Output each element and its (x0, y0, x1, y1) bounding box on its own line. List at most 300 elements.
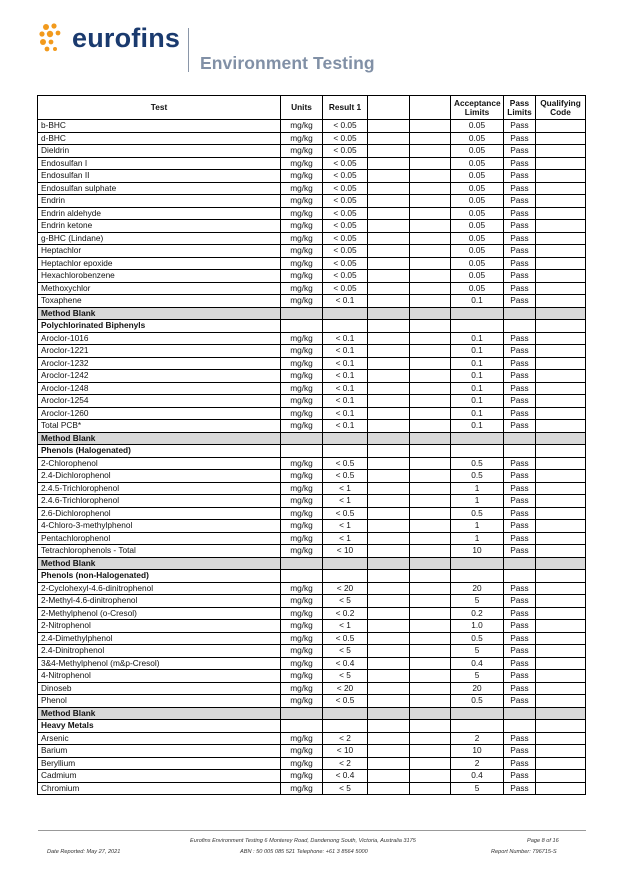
footer-date-reported: Date Reported: May 27, 2021 (47, 849, 121, 855)
qualifying-code-cell (536, 357, 586, 370)
empty-cell (536, 707, 586, 720)
qualifying-code-cell (536, 757, 586, 770)
footer-abn: ABN : 50 005 085 521 Telephone: +61 3 8564 5000 (240, 849, 368, 855)
result-cell: < 0.4 (323, 770, 368, 783)
pass-limit-cell: Pass (504, 370, 536, 383)
units-cell: mg/kg (281, 632, 323, 645)
units-cell: mg/kg (281, 745, 323, 758)
units-cell: mg/kg (281, 407, 323, 420)
pass-limit-cell: Pass (504, 507, 536, 520)
subsection-label: Phenols (Halogenated) (38, 445, 281, 458)
units-cell: mg/kg (281, 507, 323, 520)
col-qualifying-header: Qualifying Code (536, 96, 586, 120)
empty-cell (323, 432, 368, 445)
acceptance-limit-cell: 0.1 (451, 420, 504, 433)
units-cell: mg/kg (281, 382, 323, 395)
result-cell: < 0.2 (323, 607, 368, 620)
subsection-row (38, 320, 586, 333)
acceptance-limit-cell: 10 (451, 745, 504, 758)
pass-limit-cell: Pass (504, 757, 536, 770)
table-row (38, 782, 586, 795)
empty-cell (410, 420, 451, 433)
result-cell: < 0.05 (323, 182, 368, 195)
qualifying-code-cell (536, 470, 586, 483)
acceptance-limit-cell: 0.1 (451, 295, 504, 308)
empty-cell (536, 570, 586, 583)
qualifying-code-cell (536, 182, 586, 195)
empty-cell (368, 257, 410, 270)
acceptance-limit-cell: 0.05 (451, 245, 504, 258)
result-cell: < 20 (323, 682, 368, 695)
empty-cell (410, 732, 451, 745)
units-cell: mg/kg (281, 220, 323, 233)
qualifying-code-cell (536, 157, 586, 170)
result-cell: < 1 (323, 620, 368, 633)
test-cell: Pentachlorophenol (38, 532, 281, 545)
test-cell: Endrin ketone (38, 220, 281, 233)
empty-cell (368, 657, 410, 670)
units-cell: mg/kg (281, 270, 323, 283)
units-cell: mg/kg (281, 470, 323, 483)
table-row (38, 457, 586, 470)
units-cell: mg/kg (281, 520, 323, 533)
col-units-header: Units (281, 96, 323, 120)
pass-limit-cell: Pass (504, 132, 536, 145)
qualifying-code-cell (536, 582, 586, 595)
empty-cell (410, 282, 451, 295)
table-header-row (38, 96, 586, 120)
section-label: Method Blank (38, 557, 281, 570)
empty-cell (410, 270, 451, 283)
empty-cell (504, 307, 536, 320)
qualifying-code-cell (536, 120, 586, 133)
empty-cell (410, 145, 451, 158)
acceptance-limit-cell: 0.5 (451, 457, 504, 470)
pass-limit-cell: Pass (504, 195, 536, 208)
acceptance-limit-cell: 2 (451, 732, 504, 745)
empty-cell (368, 595, 410, 608)
empty-cell (368, 220, 410, 233)
pass-limit-cell: Pass (504, 607, 536, 620)
pass-limit-cell: Pass (504, 382, 536, 395)
empty-cell (410, 745, 451, 758)
empty-cell (281, 445, 323, 458)
qualifying-code-cell (536, 620, 586, 633)
result-cell: < 0.05 (323, 132, 368, 145)
pass-limit-cell: Pass (504, 482, 536, 495)
empty-cell (368, 145, 410, 158)
empty-cell (368, 707, 410, 720)
result-cell: < 0.05 (323, 257, 368, 270)
result-cell: < 0.1 (323, 395, 368, 408)
acceptance-limit-cell: 20 (451, 582, 504, 595)
acceptance-limit-cell: 2 (451, 757, 504, 770)
pass-limit-cell: Pass (504, 632, 536, 645)
qualifying-code-cell (536, 645, 586, 658)
subsection-label: Heavy Metals (38, 720, 281, 733)
empty-cell (504, 570, 536, 583)
empty-cell (368, 745, 410, 758)
units-cell: mg/kg (281, 595, 323, 608)
test-cell: Tetrachlorophenols - Total (38, 545, 281, 558)
units-cell: mg/kg (281, 132, 323, 145)
result-cell: < 0.5 (323, 632, 368, 645)
units-cell: mg/kg (281, 495, 323, 508)
empty-cell (368, 782, 410, 795)
result-cell: < 2 (323, 757, 368, 770)
acceptance-limit-cell: 0.05 (451, 257, 504, 270)
qualifying-code-cell (536, 770, 586, 783)
units-cell: mg/kg (281, 332, 323, 345)
table-row (38, 620, 586, 633)
table-row (38, 520, 586, 533)
result-cell: < 0.05 (323, 220, 368, 233)
units-cell: mg/kg (281, 157, 323, 170)
qualifying-code-cell (536, 332, 586, 345)
empty-cell (368, 170, 410, 183)
empty-cell (410, 607, 451, 620)
empty-cell (368, 120, 410, 133)
empty-cell (410, 532, 451, 545)
empty-cell (368, 420, 410, 433)
result-cell: < 20 (323, 582, 368, 595)
pass-limit-cell: Pass (504, 407, 536, 420)
acceptance-limit-cell: 0.05 (451, 232, 504, 245)
empty-cell (281, 307, 323, 320)
test-cell: 2.4-Dinitrophenol (38, 645, 281, 658)
section-row (38, 432, 586, 445)
empty-cell (368, 382, 410, 395)
acceptance-limit-cell: 10 (451, 545, 504, 558)
section-row (38, 307, 586, 320)
empty-cell (368, 645, 410, 658)
units-cell: mg/kg (281, 682, 323, 695)
empty-cell (410, 620, 451, 633)
brand-name: eurofins (72, 22, 181, 53)
empty-cell (410, 657, 451, 670)
footer-address: Eurofins Environment Testing 6 Monterey Road, Dandenong South, Victoria, Australia 3175 (190, 838, 416, 844)
result-cell: < 0.05 (323, 245, 368, 258)
empty-cell (410, 595, 451, 608)
pass-limit-cell: Pass (504, 670, 536, 683)
qualifying-code-cell (536, 382, 586, 395)
empty-cell (410, 632, 451, 645)
qualifying-code-cell (536, 295, 586, 308)
test-cell: Heptachlor (38, 245, 281, 258)
test-cell: Chromium (38, 782, 281, 795)
empty-cell (410, 395, 451, 408)
empty-cell (368, 295, 410, 308)
empty-cell (410, 570, 451, 583)
pass-limit-cell: Pass (504, 695, 536, 708)
pass-limit-cell: Pass (504, 645, 536, 658)
test-cell: g-BHC (Lindane) (38, 232, 281, 245)
test-cell: 2-Nitrophenol (38, 620, 281, 633)
empty-cell (410, 445, 451, 458)
acceptance-limit-cell: 5 (451, 670, 504, 683)
table-row (38, 120, 586, 133)
empty-cell (368, 157, 410, 170)
section-row (38, 557, 586, 570)
result-cell: < 0.1 (323, 407, 368, 420)
acceptance-limit-cell: 0.4 (451, 770, 504, 783)
qualifying-code-cell (536, 270, 586, 283)
table-row (38, 670, 586, 683)
units-cell: mg/kg (281, 582, 323, 595)
test-cell: Aroclor-1221 (38, 345, 281, 358)
acceptance-limit-cell: 0.05 (451, 132, 504, 145)
test-cell: 2.6-Dichlorophenol (38, 507, 281, 520)
qualifying-code-cell (536, 732, 586, 745)
empty-cell (504, 720, 536, 733)
units-cell: mg/kg (281, 420, 323, 433)
qualifying-code-cell (536, 532, 586, 545)
result-cell: < 0.5 (323, 457, 368, 470)
test-cell: 2.4.6-Trichlorophenol (38, 495, 281, 508)
qualifying-code-cell (536, 595, 586, 608)
pass-limit-cell: Pass (504, 520, 536, 533)
empty-cell (536, 320, 586, 333)
acceptance-limit-cell: 0.05 (451, 282, 504, 295)
empty-cell (368, 445, 410, 458)
units-cell: mg/kg (281, 145, 323, 158)
empty-cell (281, 320, 323, 333)
acceptance-limit-cell: 5 (451, 645, 504, 658)
empty-cell (410, 507, 451, 520)
footer-divider (38, 830, 586, 831)
empty-cell (323, 707, 368, 720)
qualifying-code-cell (536, 457, 586, 470)
pass-limit-cell: Pass (504, 657, 536, 670)
empty-cell (410, 470, 451, 483)
table-row (38, 382, 586, 395)
col-acceptance-header: Acceptance Limits (451, 96, 504, 120)
table-row (38, 145, 586, 158)
qualifying-code-cell (536, 345, 586, 358)
result-cell: < 1 (323, 520, 368, 533)
pass-limit-cell: Pass (504, 232, 536, 245)
empty-cell (368, 320, 410, 333)
empty-cell (323, 307, 368, 320)
acceptance-limit-cell: 1 (451, 495, 504, 508)
test-cell: Phenol (38, 695, 281, 708)
empty-cell (410, 457, 451, 470)
qualifying-code-cell (536, 420, 586, 433)
result-cell: < 0.05 (323, 282, 368, 295)
test-cell: Endosulfan sulphate (38, 182, 281, 195)
qualifying-code-cell (536, 545, 586, 558)
subsection-row (38, 720, 586, 733)
pass-limit-cell: Pass (504, 282, 536, 295)
test-cell: Methoxychlor (38, 282, 281, 295)
test-cell: Aroclor-1016 (38, 332, 281, 345)
eurofins-dots-icon (38, 22, 68, 54)
acceptance-limit-cell: 1.0 (451, 620, 504, 633)
qualifying-code-cell (536, 682, 586, 695)
acceptance-limit-cell: 0.05 (451, 120, 504, 133)
section-label: Method Blank (38, 307, 281, 320)
table-row (38, 170, 586, 183)
empty-cell (368, 670, 410, 683)
result-cell: < 0.1 (323, 357, 368, 370)
empty-cell (368, 682, 410, 695)
empty-cell (410, 782, 451, 795)
pass-limit-cell: Pass (504, 782, 536, 795)
test-cell: Dieldrin (38, 145, 281, 158)
units-cell: mg/kg (281, 770, 323, 783)
result-cell: < 5 (323, 670, 368, 683)
empty-cell (368, 332, 410, 345)
units-cell: mg/kg (281, 120, 323, 133)
table-row (38, 195, 586, 208)
units-cell: mg/kg (281, 657, 323, 670)
col-result-header: Result 1 (323, 96, 368, 120)
table-row (38, 182, 586, 195)
table-row (38, 482, 586, 495)
pass-limit-cell: Pass (504, 145, 536, 158)
empty-cell (368, 432, 410, 445)
acceptance-limit-cell: 1 (451, 532, 504, 545)
empty-cell (281, 720, 323, 733)
empty-cell (451, 720, 504, 733)
empty-cell (368, 132, 410, 145)
qualifying-code-cell (536, 782, 586, 795)
table-row (38, 220, 586, 233)
table-row (38, 507, 586, 520)
empty-cell (368, 570, 410, 583)
empty-cell (504, 432, 536, 445)
table-row (38, 295, 586, 308)
pass-limit-cell: Pass (504, 295, 536, 308)
qualifying-code-cell (536, 507, 586, 520)
eurofins-logo (38, 22, 180, 54)
empty-cell (368, 482, 410, 495)
acceptance-limit-cell: 20 (451, 682, 504, 695)
pass-limit-cell: Pass (504, 345, 536, 358)
empty-cell (368, 495, 410, 508)
empty-cell (410, 232, 451, 245)
units-cell: mg/kg (281, 195, 323, 208)
test-cell: 2-Methyl-4.6-dinitrophenol (38, 595, 281, 608)
test-cell: 2.4-Dichlorophenol (38, 470, 281, 483)
table-row (38, 657, 586, 670)
empty-cell (368, 357, 410, 370)
acceptance-limit-cell: 0.5 (451, 695, 504, 708)
acceptance-limit-cell: 1 (451, 482, 504, 495)
units-cell: mg/kg (281, 182, 323, 195)
result-cell: < 0.05 (323, 170, 368, 183)
acceptance-limit-cell: 0.05 (451, 270, 504, 283)
qualifying-code-cell (536, 370, 586, 383)
qualifying-code-cell (536, 657, 586, 670)
empty-cell (368, 632, 410, 645)
acceptance-limit-cell: 0.05 (451, 220, 504, 233)
test-cell: Beryllium (38, 757, 281, 770)
table-row (38, 495, 586, 508)
test-cell: Dinoseb (38, 682, 281, 695)
test-cell: 2.4.5-Trichlorophenol (38, 482, 281, 495)
table-row (38, 270, 586, 283)
acceptance-limit-cell: 0.1 (451, 382, 504, 395)
empty-cell (536, 432, 586, 445)
pass-limit-cell: Pass (504, 495, 536, 508)
acceptance-limit-cell: 0.1 (451, 332, 504, 345)
test-cell: d-BHC (38, 132, 281, 145)
result-cell: < 0.1 (323, 382, 368, 395)
acceptance-limit-cell: 0.5 (451, 507, 504, 520)
acceptance-limit-cell: 0.4 (451, 657, 504, 670)
empty-cell (410, 220, 451, 233)
acceptance-limit-cell: 0.1 (451, 357, 504, 370)
empty-cell (410, 370, 451, 383)
empty-cell (368, 520, 410, 533)
empty-cell (451, 570, 504, 583)
test-cell: b-BHC (38, 120, 281, 133)
pass-limit-cell: Pass (504, 270, 536, 283)
acceptance-limit-cell: 0.05 (451, 195, 504, 208)
qualifying-code-cell (536, 632, 586, 645)
table-row (38, 357, 586, 370)
table-row (38, 207, 586, 220)
empty-cell (451, 432, 504, 445)
pass-limit-cell: Pass (504, 532, 536, 545)
test-cell: 3&4-Methylphenol (m&p-Cresol) (38, 657, 281, 670)
empty-cell (410, 520, 451, 533)
empty-cell (368, 470, 410, 483)
empty-cell (410, 757, 451, 770)
acceptance-limit-cell: 0.05 (451, 182, 504, 195)
empty-cell (368, 620, 410, 633)
pass-limit-cell: Pass (504, 120, 536, 133)
empty-cell (410, 495, 451, 508)
col-test-header: Test (38, 96, 281, 120)
result-cell: < 0.05 (323, 207, 368, 220)
empty-cell (368, 270, 410, 283)
empty-cell (368, 545, 410, 558)
test-cell: Toxaphene (38, 295, 281, 308)
test-cell: Aroclor-1254 (38, 395, 281, 408)
empty-cell (536, 307, 586, 320)
empty-cell (410, 332, 451, 345)
empty-cell (368, 720, 410, 733)
empty-cell (368, 770, 410, 783)
empty-cell (368, 507, 410, 520)
result-cell: < 0.1 (323, 295, 368, 308)
empty-cell (504, 557, 536, 570)
result-cell: < 0.05 (323, 195, 368, 208)
empty-cell (410, 320, 451, 333)
result-cell: < 0.05 (323, 120, 368, 133)
empty-cell (410, 357, 451, 370)
result-cell: < 5 (323, 782, 368, 795)
units-cell: mg/kg (281, 732, 323, 745)
empty-cell (368, 195, 410, 208)
qualifying-code-cell (536, 170, 586, 183)
units-cell: mg/kg (281, 607, 323, 620)
result-cell: < 0.1 (323, 370, 368, 383)
empty-cell (368, 232, 410, 245)
units-cell: mg/kg (281, 357, 323, 370)
table-row (38, 395, 586, 408)
table-row (38, 757, 586, 770)
test-cell: Arsenic (38, 732, 281, 745)
test-cell: Barium (38, 745, 281, 758)
report-header (38, 20, 598, 80)
acceptance-limit-cell: 0.05 (451, 170, 504, 183)
qualifying-code-cell (536, 282, 586, 295)
empty-cell (368, 532, 410, 545)
pass-limit-cell: Pass (504, 357, 536, 370)
